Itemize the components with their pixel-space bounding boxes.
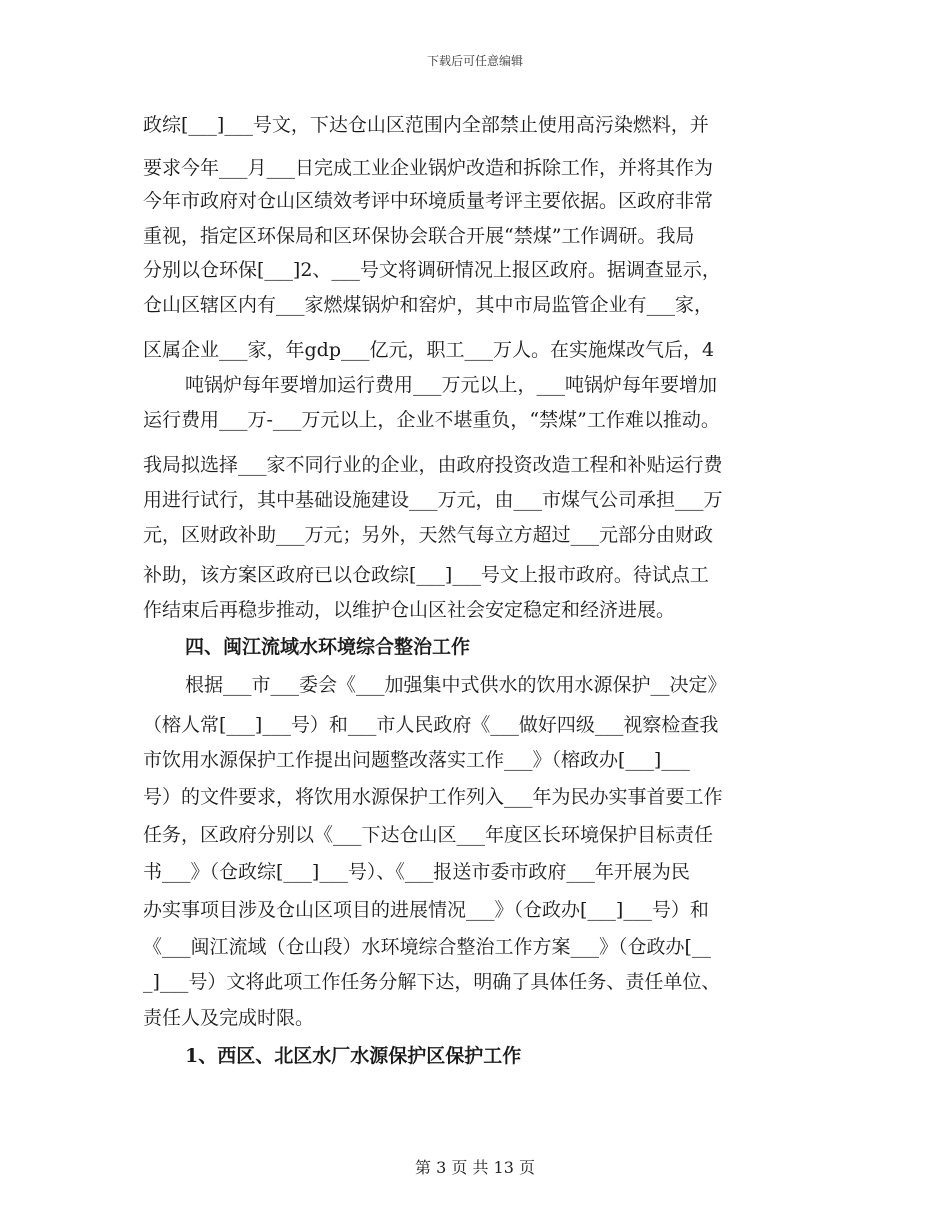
body-line: 区属企业___家，年gdp___亿元，职工___万人。在实施煤改气后，4 <box>143 339 715 361</box>
body-line: 根据___市___委会《___加强集中式供水的饮用水源保护__决定》 <box>185 674 727 696</box>
body-line: 责任人及完成时限。 <box>143 1007 315 1029</box>
body-line: 我局拟选择___家不同行业的企业，由政府投资改造工程和补贴运行费 <box>143 454 723 476</box>
body-line: 运行费用___万-___万元以上，企业不堪重负，“禁煤”工作难以推动。 <box>143 409 720 431</box>
body-line: （榕人常[___]___号）和___市人民政府《___做好四级___视察检查我 <box>143 714 719 736</box>
section-heading: 四、闽江流域水环境综合整治工作 <box>185 636 471 658</box>
body-line: 要求今年___月___日完成工业企业锅炉改造和拆除工作，并将其作为 <box>143 157 714 179</box>
body-line: 作结束后再稳步推动，以维护仓山区社会安定稳定和经济进展。 <box>143 599 676 621</box>
body-line: 任务，区政府分别以《___下达仓山区___年度区长环境保护目标责任 <box>143 824 714 846</box>
body-line: 仓山区辖区内有___家燃煤锅炉和窑炉，其中市局监管企业有___家， <box>143 294 714 316</box>
body-line: _]___号）文将此项工作任务分解下达，明确了具体任务、责任单位、 <box>143 971 721 993</box>
body-line: 政综[___]___号文，下达仓山区范围内全部禁止使用高污染燃料，并 <box>143 114 709 136</box>
body-line: 补助，该方案区政府已以仓政综[___]___号文上报市政府。待试点工 <box>143 564 709 586</box>
body-line: 用进行试行，其中基础设施建设___万元，由___市煤气公司承担___万 <box>143 489 723 511</box>
subsection-heading: 1、西区、北区水厂水源保护区保护工作 <box>185 1045 522 1067</box>
body-line: 吨锅炉每年要增加运行费用___万元以上，___吨锅炉每年要增加 <box>185 374 718 396</box>
body-line: 今年市政府对仓山区绩效考评中环境质量考评主要依据。区政府非常 <box>143 190 714 212</box>
body-line: 书___》（仓政综[___]___号）、《___报送市委市政府___年开展为民 <box>143 861 690 883</box>
body-line: 市饮用水源保护工作提出问题整改落实工作___》（榕政办[___]___ <box>143 749 690 771</box>
page-header-note: 下载后可任意编辑 <box>426 54 523 68</box>
body-line: 《___闽江流域（仓山段）水环境综合整治工作方案___》（仓政办[__ <box>143 936 711 958</box>
body-line: 重视，指定区环保局和区环保协会联合开展“禁煤”工作调研。我局 <box>143 225 695 247</box>
body-line: 办实事项目涉及仓山区项目的进展情况___》（仓政办[___]___号）和 <box>143 899 709 921</box>
page-number: 第 3 页 共 13 页 <box>415 1158 535 1177</box>
body-line: 号）的文件要求，将饮用水源保护工作列入___年为民办实事首要工作 <box>143 786 723 808</box>
body-line: 分别以仓环保[___]2、___号文将调研情况上报区政府。据调查显示， <box>143 259 721 281</box>
body-line: 元，区财政补助___万元；另外，天然气每立方超过___元部分由财政 <box>143 524 714 546</box>
